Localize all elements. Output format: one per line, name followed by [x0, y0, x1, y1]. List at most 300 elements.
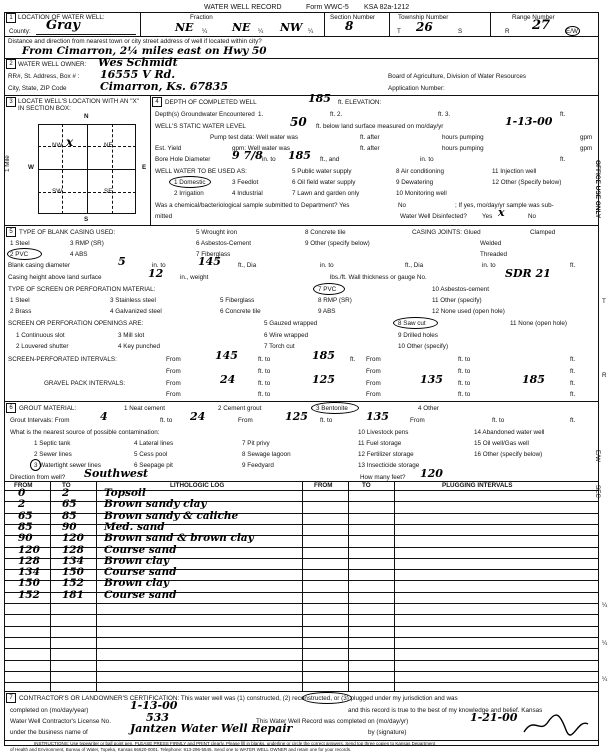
casing-steel[interactable]: 1 Steel — [10, 240, 30, 247]
log-header-plugging: PLUGGING INTERVALS — [442, 482, 513, 489]
screen-brass[interactable]: 2 Brass — [10, 308, 32, 315]
gravel-to2-label: ft. to — [458, 380, 471, 387]
opening-sawcut[interactable]: 8 Saw cut — [398, 320, 426, 327]
diam-in3: in. to — [482, 262, 496, 269]
opening-torch[interactable]: 7 Torch cut — [264, 343, 295, 350]
depth-value: 185 — [308, 92, 331, 105]
log-ruling — [4, 524, 599, 525]
compass-s: S — [84, 216, 89, 223]
section-number-label: Section Number — [330, 14, 376, 21]
use-oilfield[interactable]: 6 Oil field water supply — [292, 179, 356, 186]
bore-label: Bore Hole Diameter — [155, 156, 211, 163]
quadrant-sw: SW — [52, 188, 63, 195]
log-to: 85 — [62, 509, 77, 522]
opening-key[interactable]: 4 Key punched — [118, 343, 161, 350]
owner-label: WATER WELL OWNER: — [18, 61, 87, 68]
township-label: Township Number — [398, 14, 449, 21]
grout-to-label: ft. to — [160, 417, 173, 424]
log-ruling — [4, 660, 599, 661]
log-ruling — [4, 490, 599, 491]
openings-label: SCREEN OR PERFORATION OPENINGS ARE: — [8, 320, 144, 327]
gravel-from3: From — [166, 391, 181, 398]
license-value: 533 — [146, 711, 169, 724]
gw-ft: ft. — [560, 111, 566, 118]
section6-number: 6 — [6, 403, 16, 413]
log-ruling — [4, 580, 599, 581]
range-ew: E/W — [566, 28, 578, 35]
gravel-from1: 24 — [220, 373, 236, 386]
log-ruling — [4, 626, 599, 627]
range-label: Range Number — [512, 14, 555, 21]
section4-number: 4 — [152, 97, 162, 107]
opening-wire[interactable]: 6 Wire wrapped — [264, 332, 309, 339]
grout-cement[interactable]: 2 Cement grout — [218, 405, 262, 412]
log-to: 65 — [62, 498, 77, 511]
log-ruling — [4, 558, 599, 559]
perf-from4: From — [366, 368, 381, 375]
casing-fiberglass[interactable]: 7 Fiberglass — [196, 251, 231, 258]
screen-none[interactable]: 12 None used (open hole) — [432, 308, 505, 315]
side-q2: ¼ — [602, 640, 608, 647]
contam-feedyard[interactable]: 9 Feedyard — [242, 462, 274, 469]
office-use-label: OFFICE USE ONLY — [594, 160, 601, 219]
contam-oilwell[interactable]: 15 Oil well/Gas well — [474, 440, 529, 447]
gravel-to4: ft. to — [458, 391, 471, 398]
contam-other[interactable]: 16 Other (specify below) — [474, 451, 543, 458]
log-description: Brown sandy clay — [104, 498, 207, 511]
mitted: mitted — [155, 213, 173, 220]
locate-label: LOCATE WELL'S LOCATION WITH AN "X" IN SECTION BOX: — [18, 98, 139, 113]
diam-ft2: ft., Dia — [405, 262, 424, 269]
grout-from2-label: From — [238, 417, 253, 424]
screen-galvanized[interactable]: 4 Galvanized steel — [110, 308, 162, 315]
opening-none[interactable]: 11 None (open hole) — [510, 320, 567, 327]
license-label: Water Well Contractor's License No. — [10, 718, 111, 725]
contam-livestock[interactable]: 10 Livestock pens — [358, 429, 409, 436]
screen-steel[interactable]: 1 Steel — [10, 297, 30, 304]
opening-drilled[interactable]: 9 Drilled holes — [398, 332, 438, 339]
log-description: Med. sand — [104, 520, 165, 533]
log-description: Course sand — [104, 543, 177, 556]
casing-pvc[interactable]: 2 PVC — [10, 251, 29, 258]
log-ruling — [4, 501, 599, 502]
log-from: 0 — [18, 487, 26, 499]
joints-label: CASING JOINTS: Glued — [412, 229, 481, 236]
business-value: Jantzen Water Well Repair — [130, 722, 293, 735]
perf-from2: From — [366, 356, 381, 363]
city-value: Cimarron, Ks. 67835 — [100, 80, 228, 93]
range-r: R — [505, 28, 510, 35]
fraction-2: NE — [232, 21, 251, 34]
use-lawn[interactable]: 7 Lawn and garden only — [292, 190, 360, 197]
form-id: Form WWC-5 — [306, 4, 349, 11]
perf-to3: ft. to — [258, 368, 271, 375]
compass-w: W — [28, 164, 34, 171]
gravel-ft: ft. — [570, 380, 576, 387]
lbs-label: lbs./ft. Wall thickness or gauge No. — [330, 274, 427, 281]
side-q3: ¼ — [602, 676, 608, 683]
log-from: 120 — [18, 543, 40, 556]
contam-sewer[interactable]: 2 Sewer lines — [34, 451, 72, 458]
static-value: 50 — [290, 115, 307, 129]
record-date: 1-21-00 — [470, 711, 518, 724]
log-ruling — [4, 648, 599, 649]
side-q1: ¼ — [602, 602, 608, 609]
log-description: Brown sand & brown clay — [104, 532, 254, 545]
disinfect-label: Water Well Disinfected? — [400, 213, 467, 220]
screen-rmp[interactable]: 8 RMP (SR) — [318, 297, 352, 304]
diam-to: 145 — [198, 255, 221, 268]
screen-fiberglass[interactable]: 5 Fiberglass — [220, 297, 255, 304]
contam-label: What is the nearest source of possible contamination: — [10, 429, 160, 436]
opening-gauzed[interactable]: 5 Gauzed wrapped — [264, 320, 318, 327]
casing-rmp[interactable]: 3 RMP (SR) — [70, 240, 104, 247]
side-r: R — [602, 372, 607, 379]
log-to: 134 — [62, 554, 84, 567]
bore-in2: in. to — [420, 156, 434, 163]
casing-concrete[interactable]: 8 Concrete tile — [305, 229, 346, 236]
groundwater-label: Depth(s) Groundwater Encountered — [155, 111, 255, 118]
perf-ft: ft. — [350, 356, 356, 363]
record-label: This Water Well Record was completed on (mo/day/yr) — [256, 718, 409, 725]
pvc-circle — [7, 248, 42, 260]
gw-3: ft. 3. — [438, 111, 451, 118]
perf-from-label: From — [166, 356, 181, 363]
log-description: Brown clay — [104, 554, 170, 567]
chem-tail: ; If yes, mo/day/yr sample was sub- — [455, 202, 554, 209]
diam-in2: in. to — [320, 262, 334, 269]
address-value: 16555 V Rd. — [100, 68, 176, 81]
constructed-circle — [302, 692, 352, 704]
quadrant-se: SE — [104, 188, 113, 195]
screen-label: TYPE OF SCREEN OR PERFORATION MATERIAL: — [8, 286, 156, 293]
bore-in: in. to — [262, 156, 276, 163]
perf-ft2: ft. — [570, 356, 576, 363]
section1-label: LOCATION OF WATER WELL: — [18, 14, 105, 21]
use-dewatering[interactable]: 9 Dewatering — [396, 179, 434, 186]
screen-pvc-circle — [313, 283, 345, 295]
diam-ft: ft., Dia — [238, 262, 257, 269]
disinfect-yes[interactable]: Yes — [482, 213, 493, 220]
form-title: WATER WELL RECORD — [204, 4, 282, 11]
contam-fertilizer[interactable]: 12 Fertilizer storage — [358, 451, 414, 458]
log-to: 120 — [62, 532, 84, 545]
log-description: Brown clay — [104, 577, 170, 590]
use-label: WELL WATER TO BE USED AS: — [155, 168, 247, 175]
address-label: RR#, St. Address, Box # : — [8, 73, 80, 80]
section2-number: 2 — [6, 59, 16, 69]
opening-other[interactable]: 10 Other (specify) — [398, 343, 449, 350]
contam-seepage[interactable]: 6 Seepage pit — [134, 462, 173, 469]
casing-abs[interactable]: 4 ABS — [70, 251, 88, 258]
gravel-to-label: ft. to — [258, 380, 271, 387]
contam-lagoon[interactable]: 8 Sewage lagoon — [242, 451, 291, 458]
use-other[interactable]: 12 Other (Specify below) — [492, 179, 562, 186]
business-label: under the business name of — [10, 729, 88, 736]
log-header-from2: FROM — [314, 482, 333, 489]
casing-asbestos[interactable]: 6 Asbestos-Cement — [196, 240, 251, 247]
completed-label: completed on (mo/day/year) — [10, 707, 89, 714]
log-to: 150 — [62, 566, 84, 579]
depth-unit: ft. ELEVATION: — [338, 99, 382, 106]
height-in: in., weight — [180, 274, 209, 281]
grout-interval-label: Grout Intervals: From — [10, 417, 70, 424]
log-from: 90 — [18, 532, 33, 545]
domestic-circle — [169, 176, 211, 188]
well-location-x: x — [66, 135, 74, 149]
section7-number: 7 — [6, 693, 16, 703]
contam-watertight[interactable]: 3 Watertight sewer lines — [34, 462, 101, 469]
quarter-mark: ¼ — [308, 28, 314, 35]
use-monitoring[interactable]: 10 Monitoring well — [396, 190, 447, 197]
fraction-1: NE — [175, 21, 194, 34]
direction-label: Direction from well? — [10, 474, 66, 481]
contam-septic[interactable]: 1 Septic tank — [34, 440, 71, 447]
grout-label: GROUT MATERIAL: — [19, 405, 77, 412]
distance-label: Distance and direction from nearest town or city street address of well if located within city? — [8, 38, 262, 45]
bore-ft2: ft. — [560, 156, 566, 163]
mile-label: 1 Mile — [4, 155, 11, 172]
yield-label: Est. Yield — [155, 145, 182, 152]
grout-to1: 24 — [190, 410, 206, 423]
log-ruling — [4, 682, 599, 683]
owner-value: Wes Schmidt — [98, 56, 178, 69]
city-label: City, State, ZIP Code — [8, 85, 67, 92]
gravel-to2: 185 — [522, 373, 545, 386]
side-ew: E/W — [594, 450, 601, 462]
perf-to4: ft. to — [458, 368, 471, 375]
bore-ft: ft., and — [320, 156, 340, 163]
log-to: 181 — [62, 588, 84, 601]
grout-from2: 125 — [285, 410, 308, 423]
log-from: 85 — [18, 520, 33, 533]
log-ruling — [4, 547, 599, 548]
gravel-from2: 135 — [420, 373, 443, 386]
log-to: 90 — [62, 520, 77, 533]
instructions-2: of Health and Environment, Bureau of Water, Topeka, Kansas 66620-0001. Telephone: 913-296-5545. Send one to WATER WELL OWNER and retain one for your records. — [10, 747, 352, 752]
section5-number: 5 — [6, 227, 16, 237]
log-description: Brown sandy & caliche — [104, 509, 239, 522]
log-header-to: TO — [62, 482, 71, 489]
log-to: 152 — [62, 577, 84, 590]
section1-number: 1 — [6, 13, 16, 23]
screen-stainless[interactable]: 3 Stainless steel — [110, 297, 156, 304]
signature-label: by (signature) — [368, 729, 407, 736]
log-header-lithologic: LITHOLOGIC LOG — [170, 482, 225, 489]
instructions: INSTRUCTIONS: Use typewriter or ball point pen. PLEASE PRESS FIRMLY and PRINT clearly. Please fill in blanks, underline or circle the correct answers. Send top three copies to Kansas Department — [34, 741, 436, 746]
contam-fuel[interactable]: 11 Fuel storage — [358, 440, 402, 447]
screen-asbestos[interactable]: 10 Asbestos-cement — [432, 286, 490, 293]
direction-value: Southwest — [84, 467, 149, 480]
screen-concrete[interactable]: 6 Concrete tile — [220, 308, 261, 315]
yield-after: ft. after — [360, 145, 380, 152]
distance-value: From Cimarron, 2¼ miles east on Hwy 50 — [22, 45, 267, 57]
contam-cess[interactable]: 5 Cess pool — [134, 451, 168, 458]
static-date: 1-13-00 — [505, 115, 553, 128]
yield-hours: hours pumping — [442, 145, 484, 152]
bentonite-circle — [311, 402, 359, 414]
grout-to2: 135 — [366, 410, 389, 423]
gw-2: ft. 2. — [330, 111, 343, 118]
perf-from3: From — [166, 368, 181, 375]
gpm: gpm — [580, 134, 593, 141]
log-ruling — [4, 637, 599, 638]
grout-bentonite[interactable]: 3 Bentonite — [316, 405, 348, 412]
county-label: County: — [9, 28, 31, 35]
opening-mill[interactable]: 3 Mill slot — [118, 332, 145, 339]
joints-welded[interactable]: Welded — [480, 240, 502, 247]
contam-abandoned[interactable]: 14 Abandoned water well — [474, 429, 545, 436]
log-to: 2 — [62, 487, 70, 499]
gravel-to1: 125 — [312, 373, 335, 386]
ksa-reference: KSA 82a-1212 — [364, 4, 410, 11]
pump-label: Pump test data: Well water was — [210, 134, 299, 141]
gravel-ft4: ft. — [570, 391, 576, 398]
opening-continuous[interactable]: 1 Continuous slot — [16, 332, 65, 339]
perf-ft4: ft. — [570, 368, 576, 375]
completed-value: 1-13-00 — [130, 699, 178, 712]
how-many-value: 120 — [420, 467, 443, 480]
perf-from: 145 — [215, 349, 238, 362]
quadrant-nw: NW — [52, 142, 63, 149]
use-feedlot[interactable]: 3 Feedlot — [232, 179, 259, 186]
township-value: 26 — [416, 20, 433, 34]
opening-louvered[interactable]: 2 Louvered shutter — [16, 343, 69, 350]
grout-other[interactable]: 4 Other — [418, 405, 439, 412]
gravel-from2-label: From — [366, 380, 381, 387]
use-industrial[interactable]: 4 Industrial — [232, 190, 263, 197]
grout-from3: From — [410, 417, 425, 424]
watertight-circle — [30, 459, 41, 471]
contam-insecticide[interactable]: 13 Insecticide storage — [358, 462, 420, 469]
screen-other[interactable]: 11 Other (specify) — [432, 297, 482, 304]
fraction-3: NW — [280, 21, 303, 34]
side-t: T — [602, 298, 606, 305]
log-ruling — [4, 535, 599, 536]
use-injection[interactable]: 11 Injection well — [492, 168, 537, 175]
diam-in: in. to — [152, 262, 166, 269]
log-from: 128 — [18, 554, 40, 567]
casing-other[interactable]: 9 Other (specify below) — [305, 240, 370, 247]
casing-wrought[interactable]: 5 Wrought iron — [196, 229, 238, 236]
perf-to: 185 — [312, 349, 335, 362]
joints-clamped[interactable]: Clamped — [530, 229, 556, 236]
screen-abs[interactable]: 9 ABS — [318, 308, 336, 315]
log-from: 150 — [18, 577, 40, 590]
pump-after: ft. after — [360, 134, 380, 141]
section-number-value: 8 — [345, 19, 354, 33]
grout-neat[interactable]: 1 Neat cement — [124, 405, 165, 412]
township-s: S — [458, 28, 463, 35]
grout-from1: 4 — [100, 410, 108, 423]
log-description: Course sand — [104, 566, 177, 579]
township-t: T — [397, 28, 401, 35]
contam-lateral[interactable]: 4 Lateral lines — [134, 440, 174, 447]
grout-to3: ft. to — [492, 417, 505, 424]
county-value: Gray — [46, 18, 80, 33]
gw-1: 1. — [258, 111, 264, 118]
static-text: ft. below land surface measured on mo/day/yr — [316, 123, 444, 130]
height-value: 12 — [148, 267, 164, 280]
screen-pvc[interactable]: 7 PVC — [318, 286, 337, 293]
use-irrigation[interactable]: 2 Irrigation — [174, 190, 204, 197]
range-value: 27 — [532, 18, 551, 33]
depth-label: DEPTH OF COMPLETED WELL — [165, 99, 257, 106]
gravel-from4: From — [366, 391, 381, 398]
gauge-value: SDR 21 — [505, 267, 551, 280]
disinfect-no[interactable]: No — [528, 213, 537, 220]
log-from: 65 — [18, 509, 33, 522]
compass-n: N — [84, 113, 89, 120]
grout-to2-label: ft. to — [320, 417, 333, 424]
bore-to: 185 — [288, 149, 311, 162]
use-public[interactable]: 5 Public water supply — [292, 168, 352, 175]
fraction-label: Fraction — [190, 14, 213, 21]
quarter-mark: ¼ — [202, 28, 208, 35]
yield-gpm-unit: gpm — [580, 145, 593, 152]
true-text: and this record is true to the best of my knowledge and belief. Kansas — [348, 707, 543, 714]
signature — [520, 712, 592, 738]
hours-pumping: hours pumping — [442, 134, 484, 141]
log-from: 2 — [18, 498, 26, 511]
chem-no[interactable]: No — [398, 202, 407, 209]
side-sec: SEC — [594, 485, 601, 498]
casing-label: TYPE OF BLANK CASING USED: — [19, 229, 116, 236]
perf-label: SCREEN-PERFORATED INTERVALS: — [8, 356, 117, 363]
log-description: Course sand — [104, 588, 177, 601]
log-to: 128 — [62, 543, 84, 556]
quarter-mark: ¼ — [258, 28, 264, 35]
log-ruling — [4, 614, 599, 615]
joints-threaded[interactable]: Threaded — [480, 251, 507, 258]
sawcut-circle — [393, 317, 438, 329]
diam-label: Blank casing diameter — [8, 262, 70, 269]
how-many-label: How many feet? — [360, 474, 406, 481]
disinfect-check: x — [498, 206, 505, 219]
log-description: Topsoil — [104, 487, 146, 499]
static-label: WELL'S STATIC WATER LEVEL — [155, 123, 246, 130]
gravel-label: GRAVEL PACK INTERVALS: — [44, 380, 126, 387]
grout-ft3: ft. — [570, 417, 576, 424]
agency-label: Board of Agriculture, Division of Water Resources — [388, 73, 527, 80]
height-label: Casing height above land surface — [8, 274, 102, 281]
log-ruling — [4, 603, 599, 604]
use-air[interactable]: 8 Air conditioning — [396, 168, 444, 175]
bore-value: 9 7/8 — [232, 149, 263, 162]
compass-e: E — [142, 164, 147, 171]
gravel-to3: ft. to — [258, 391, 271, 398]
log-ruling — [4, 513, 599, 514]
log-from: 134 — [18, 566, 40, 579]
contam-pit[interactable]: 7 Pit privy — [242, 440, 270, 447]
log-ruling — [4, 569, 599, 570]
log-ruling — [4, 592, 599, 593]
quadrant-ne: NE — [104, 142, 113, 149]
log-header-from: FROM — [14, 482, 33, 489]
diam-ft3: ft. — [570, 262, 576, 269]
diam-value: 5 — [118, 255, 126, 268]
application-label: Application Number: — [388, 85, 445, 92]
use-domestic[interactable]: 1 Domestic — [174, 179, 206, 186]
log-ruling — [4, 671, 599, 672]
log-header-to2: TO — [362, 482, 371, 489]
perf-to2: ft. to — [458, 356, 471, 363]
perf-to-label: ft. to — [258, 356, 271, 363]
gravel-from-label: From — [166, 380, 181, 387]
west-circle — [565, 26, 580, 36]
section3-number: 3 — [6, 97, 16, 107]
log-from: 152 — [18, 588, 40, 601]
